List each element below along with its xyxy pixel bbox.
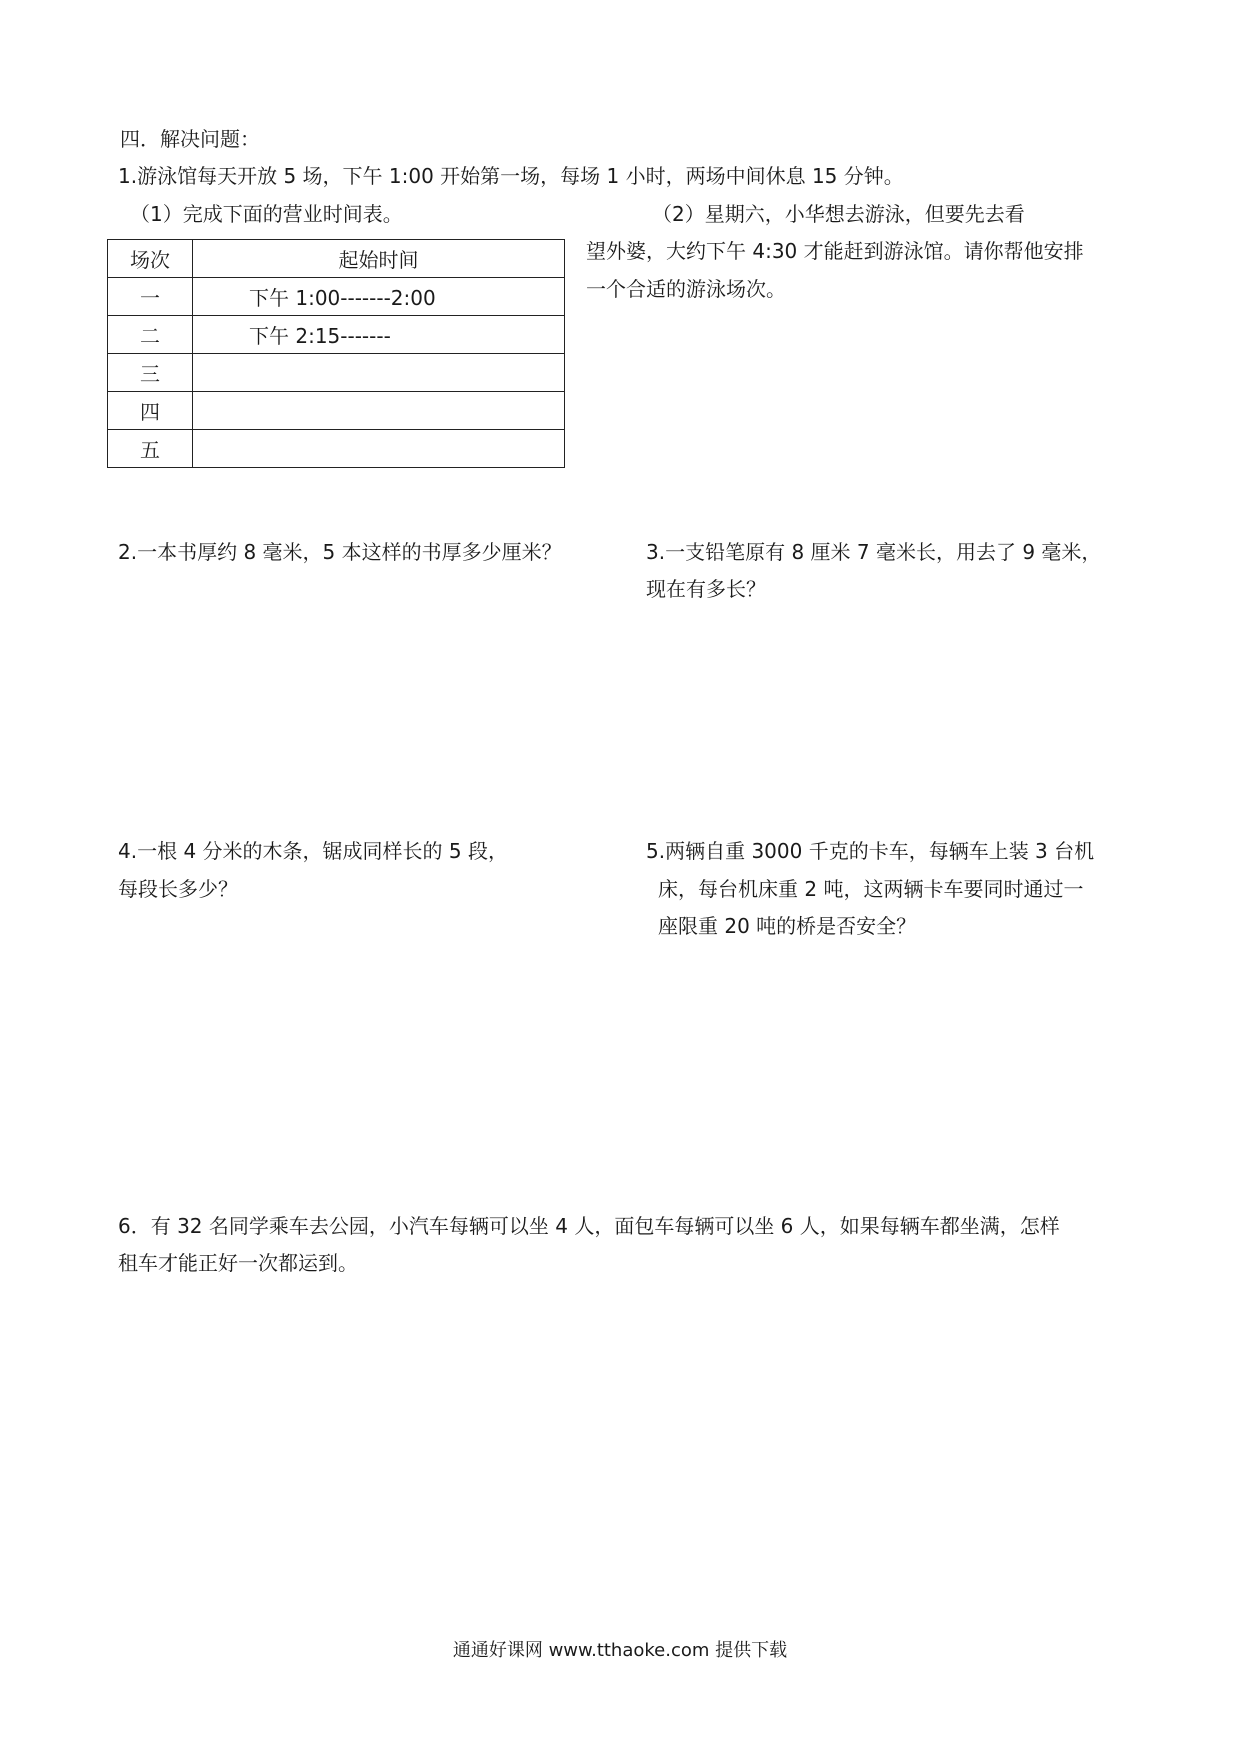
header-session: 场次 [108, 240, 193, 278]
question-4-line: 4.一根 4 分米的木条，锯成同样长的 5 段， [118, 839, 508, 863]
question-1-part1-label: （1）完成下面的营业时间表。 [130, 202, 403, 226]
table-row [108, 430, 565, 468]
table-row [108, 354, 565, 392]
table-row [108, 278, 565, 316]
question-5-line: 座限重 20 吨的桥是否安全？ [658, 914, 917, 938]
question-1-part2-line: 一个合适的游泳场次。 [586, 277, 786, 301]
time-cell: 下午 1:00-------2:00 [193, 278, 565, 316]
session-cell: 四 [108, 392, 193, 430]
header-start-time: 起始时间 [193, 240, 565, 278]
section-title: 四．解决问题： [120, 127, 260, 151]
question-3-line: 3.一支铅笔原有 8 厘米 7 毫米长，用去了 9 毫米， [646, 540, 1102, 564]
session-cell: 五 [108, 430, 193, 468]
table-row [108, 316, 565, 354]
table-header-row [108, 240, 565, 278]
time-cell [193, 392, 565, 430]
question-1-part2-line: 望外婆，大约下午 4:30 才能赶到游泳馆。请你帮他安排 [586, 239, 1084, 263]
question-3-line: 现在有多长？ [646, 577, 766, 601]
question-1-part2-line: （2）星期六，小华想去游泳，但要先去看 [652, 202, 1025, 226]
session-cell: 一 [108, 278, 193, 316]
question-6-line: 租车才能正好一次都运到。 [118, 1251, 358, 1275]
time-cell: 下午 2:15------- [193, 316, 565, 354]
table-row [108, 392, 565, 430]
question-5-line: 床，每台机床重 2 吨，这两辆卡车要同时通过一 [658, 877, 1084, 901]
question-6-line: 6．有 32 名同学乘车去公园，小汽车每辆可以坐 4 人，面包车每辆可以坐 6 人，如果每辆车都坐满，怎样 [118, 1214, 1060, 1238]
schedule-table [107, 239, 565, 468]
time-cell [193, 354, 565, 392]
question-4-line: 每段长多少？ [118, 877, 238, 901]
session-cell: 二 [108, 316, 193, 354]
question-1-stem: 1.游泳馆每天开放 5 场，下午 1:00 开始第一场，每场 1 小时，两场中间休息 15 分钟。 [118, 164, 904, 188]
question-2: 2.一本书厚约 8 毫米，5 本这样的书厚多少厘米？ [118, 540, 562, 564]
footer-text: 通通好课网 www.tthaoke.com 提供下载 [452, 1640, 788, 1661]
session-cell: 三 [108, 354, 193, 392]
question-5-line: 5.两辆自重 3000 千克的卡车，每辆车上装 3 台机 [646, 839, 1095, 863]
time-cell [193, 430, 565, 468]
